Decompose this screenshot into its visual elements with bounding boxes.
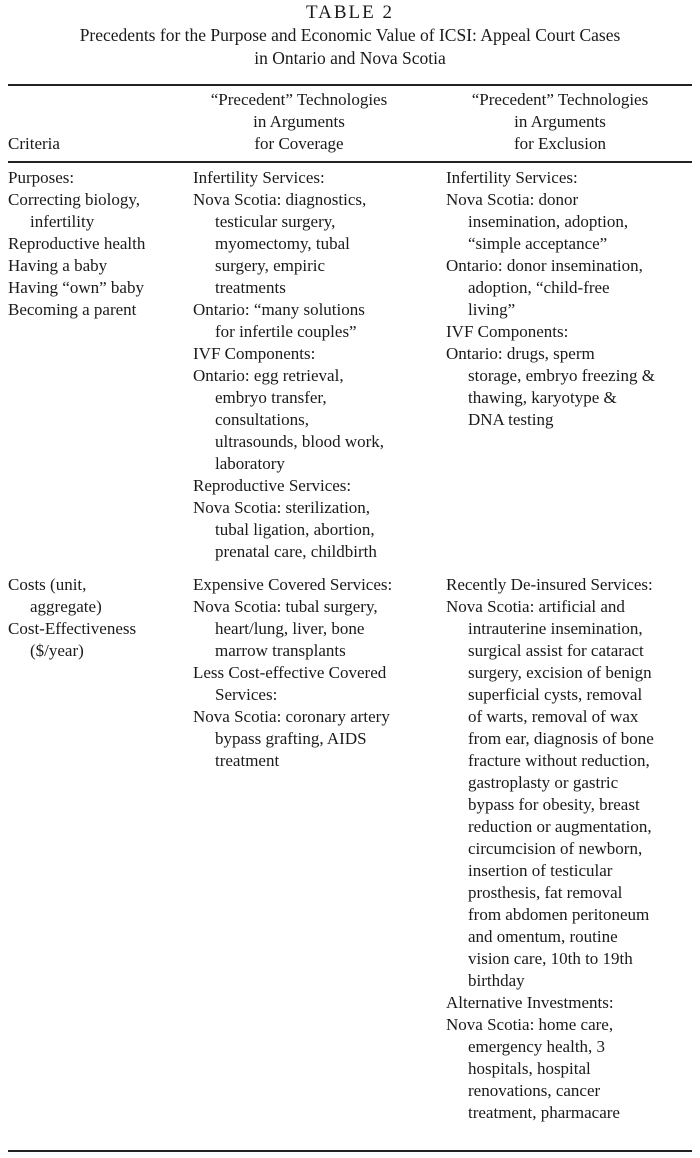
cell-line-continuation: vision care, 10th to 19th [468, 949, 633, 968]
cell-line: Having a baby [8, 256, 108, 275]
table-title [0, 24, 700, 70]
cell-line: Becoming a parent [8, 300, 137, 319]
cell-line-continuation: superficial cysts, removal [468, 685, 643, 704]
header-criteria-label: Criteria [8, 134, 60, 153]
cell-line: Nova Scotia: sterilization, [193, 498, 371, 517]
cell-line: Expensive Covered Services: [193, 575, 393, 594]
cell-line-continuation: emergency health, 3 [468, 1037, 606, 1056]
header-coverage [188, 89, 410, 155]
cell-line-continuation: aggregate) [30, 597, 102, 616]
header-exclusion [440, 89, 680, 155]
cell-line-continuation: ultrasounds, blood work, [215, 432, 385, 451]
cell-line: Recently De-insured Services: [446, 575, 653, 594]
cell-line-continuation: insemination, adoption, [468, 212, 629, 231]
cell-line: Nova Scotia: artificial and [446, 597, 625, 616]
cell-line-continuation: bypass grafting, AIDS [215, 729, 367, 748]
cell-line-continuation: treatment [215, 751, 280, 770]
cell-line-continuation: storage, embryo freezing & [468, 366, 655, 385]
row-costs-exclusion [446, 574, 698, 1124]
cell-line-continuation: heart/lung, liver, bone [215, 619, 365, 638]
cell-line-continuation: renovations, cancer [468, 1081, 601, 1100]
cell-line-continuation: ($/year) [30, 641, 84, 660]
cell-line: Ontario: donor insemination, [446, 256, 643, 275]
cell-line: Correcting biology, [8, 190, 141, 209]
cell-line-continuation: prosthesis, fat removal [468, 883, 623, 902]
cell-line-continuation: surgery, empiric [215, 256, 325, 275]
cell-line-continuation: fracture without reduction, [468, 751, 650, 770]
cell-line: Infertility Services: [193, 168, 325, 187]
cell-line: Ontario: drugs, sperm [446, 344, 595, 363]
cell-line-continuation: surgery, excision of benign [468, 663, 652, 682]
cell-line-continuation: marrow transplants [215, 641, 346, 660]
cell-line: Costs (unit, [8, 575, 87, 594]
cell-line-continuation: intrauterine insemination, [468, 619, 643, 638]
cell-line: Ontario: egg retrieval, [193, 366, 344, 385]
cell-line-continuation: reduction or augmentation, [468, 817, 652, 836]
cell-line-continuation: laboratory [215, 454, 285, 473]
cell-line-continuation: myomectomy, tubal [215, 234, 350, 253]
row-costs-coverage [193, 574, 443, 772]
cell-line: Nova Scotia: tubal surgery, [193, 597, 378, 616]
cell-line-continuation: and omentum, routine [468, 927, 618, 946]
cell-line-continuation: treatment, pharmacare [468, 1103, 620, 1122]
cell-line: Ontario: “many solutions [193, 300, 365, 319]
cell-line-continuation: testicular surgery, [215, 212, 336, 231]
cell-line: Nova Scotia: donor [446, 190, 579, 209]
cell-line: Cost-Effectiveness [8, 619, 137, 638]
header-rule [8, 161, 692, 163]
header-coverage-line: “Precedent” Technologies [210, 90, 388, 109]
cell-line: Nova Scotia: diagnostics, [193, 190, 367, 209]
cell-line-continuation: treatments [215, 278, 286, 297]
header-criteria [8, 133, 60, 155]
cell-line-continuation: birthday [468, 971, 525, 990]
cell-line-continuation: infertility [30, 212, 95, 231]
header-exclusion-line: for Exclusion [513, 134, 607, 153]
cell-line-continuation: insertion of testicular [468, 861, 613, 880]
cell-line-continuation: from abdomen peritoneum [468, 905, 650, 924]
cell-line: IVF Components: [446, 322, 569, 341]
row-purposes-exclusion [446, 167, 698, 431]
cell-line-continuation: living” [468, 300, 516, 319]
cell-line-continuation: “simple acceptance” [468, 234, 608, 253]
table-title-line: in Ontario and Nova Scotia [254, 48, 446, 68]
cell-line: Nova Scotia: home care, [446, 1015, 614, 1034]
cell-line: IVF Components: [193, 344, 316, 363]
cell-line-continuation: consultations, [215, 410, 309, 429]
top-rule [8, 84, 692, 86]
row-purposes-criteria [8, 167, 183, 321]
header-exclusion-line: in Arguments [514, 112, 606, 131]
cell-line-continuation: for infertile couples” [215, 322, 357, 341]
table-label: TABLE 2 [306, 2, 394, 23]
cell-line-continuation: embryo transfer, [215, 388, 327, 407]
cell-line-continuation: tubal ligation, abortion, [215, 520, 375, 539]
cell-line-continuation: surgical assist for cataract [468, 641, 644, 660]
cell-line: Infertility Services: [446, 168, 578, 187]
cell-line-continuation: thawing, karyotype & [468, 388, 617, 407]
cell-line: Purposes: [8, 168, 75, 187]
cell-line-continuation: from ear, diagnosis of bone [468, 729, 654, 748]
table-title-line: Precedents for the Purpose and Economic Value of ICSI: Appeal Court Cases [79, 25, 621, 45]
cell-line: Reproductive Services: [193, 476, 352, 495]
cell-line-continuation: circumcision of newborn, [468, 839, 643, 858]
cell-line-continuation: Services: [215, 685, 278, 704]
cell-line: Nova Scotia: coronary artery [193, 707, 390, 726]
bottom-rule [8, 1150, 692, 1152]
cell-line: Less Cost-effective Covered [193, 663, 387, 682]
cell-line-continuation: gastroplasty or gastric [468, 773, 619, 792]
row-purposes-coverage [193, 167, 443, 563]
cell-line-continuation: of warts, removal of wax [468, 707, 639, 726]
cell-line-continuation: prenatal care, childbirth [215, 542, 377, 561]
cell-line-continuation: bypass for obesity, breast [468, 795, 640, 814]
header-coverage-line: for Coverage [254, 134, 344, 153]
row-costs-criteria [8, 574, 183, 662]
cell-line-continuation: adoption, “child-free [468, 278, 610, 297]
cell-line: Alternative Investments: [446, 993, 614, 1012]
header-coverage-line: in Arguments [253, 112, 345, 131]
cell-line: Having “own” baby [8, 278, 144, 297]
cell-line-continuation: hospitals, hospital [468, 1059, 591, 1078]
header-exclusion-line: “Precedent” Technologies [471, 90, 649, 109]
cell-line-continuation: DNA testing [468, 410, 554, 429]
cell-line: Reproductive health [8, 234, 146, 253]
